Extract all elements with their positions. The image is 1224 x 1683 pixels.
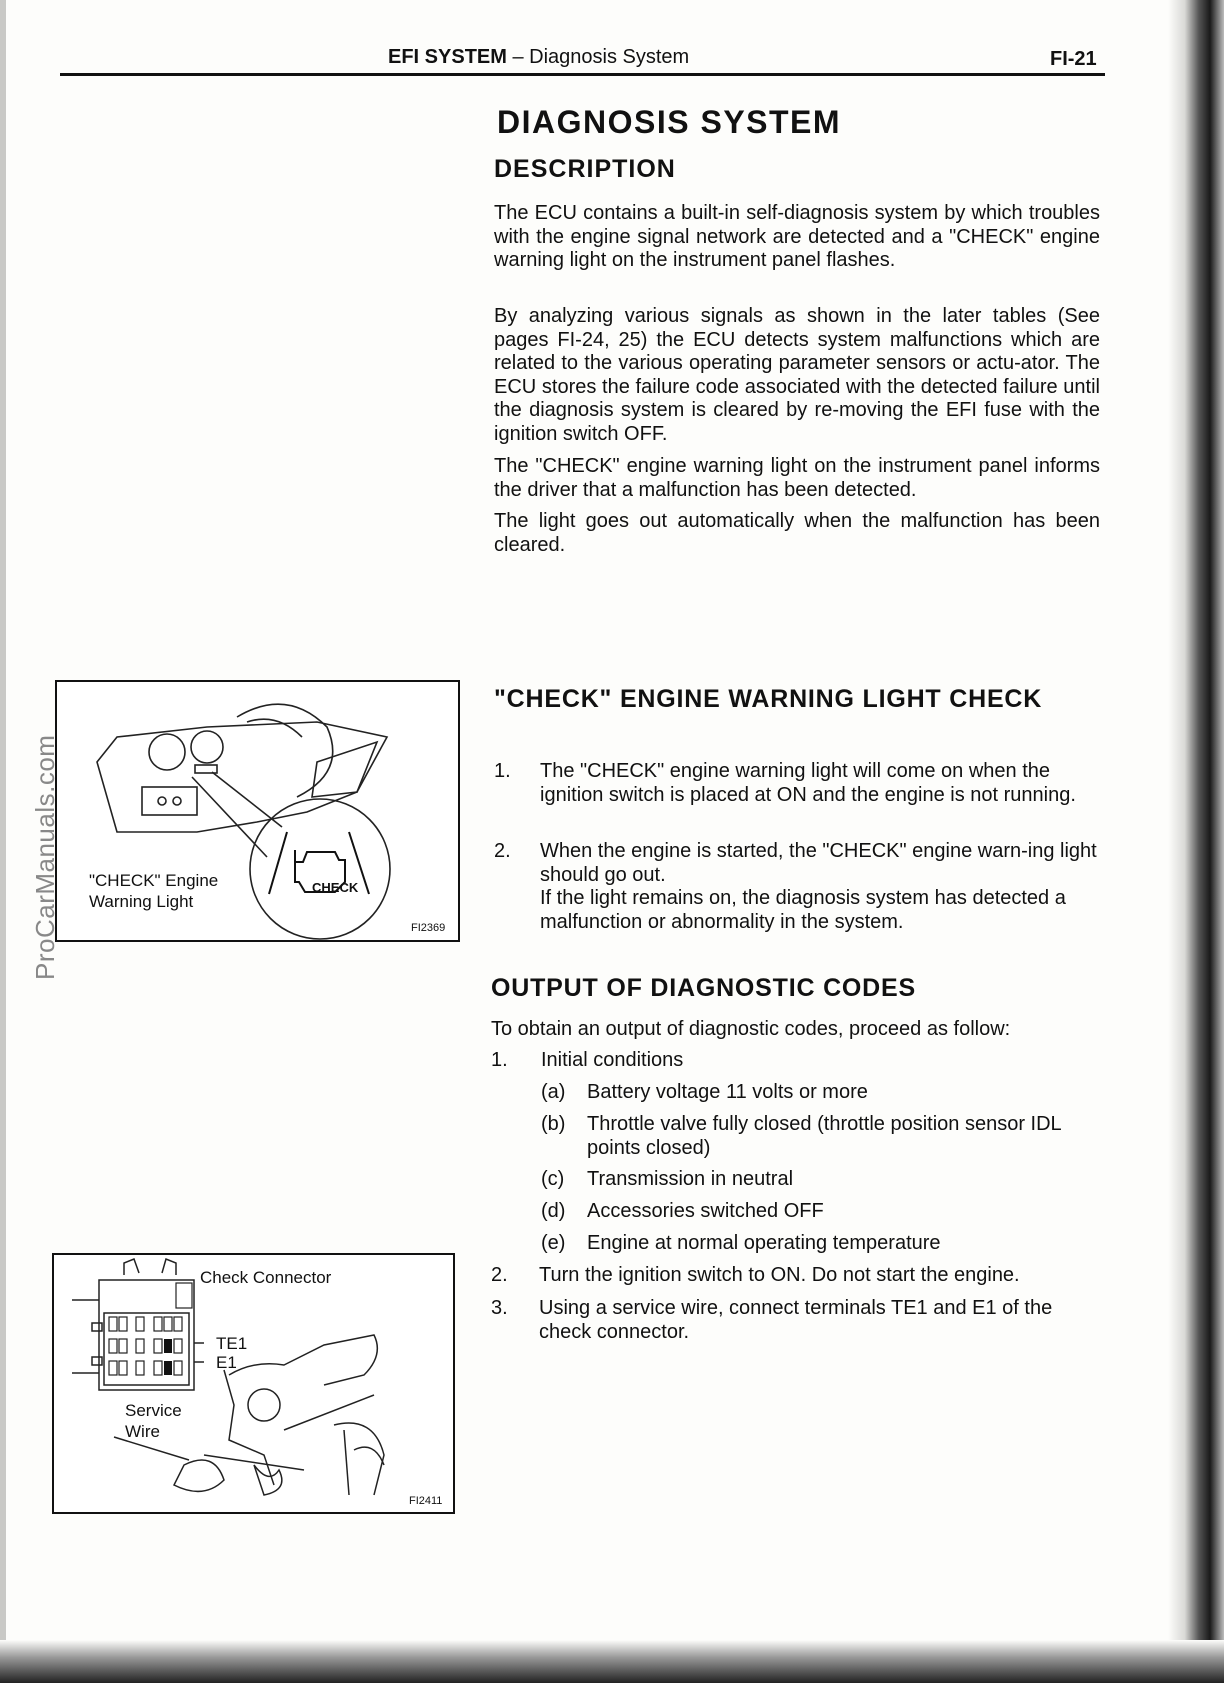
check-item-2-text2: If the light remains on, the diagnosis system has detected a malfunction or abnormality in the system. — [540, 887, 1066, 933]
running-header — [388, 46, 689, 69]
header-section: EFI SYSTEM — [388, 46, 507, 68]
header-separator: – — [506, 46, 530, 68]
fig2-code: FI2411 — [409, 1495, 443, 1507]
output-step-2: 2. Turn the ignition switch to ON. Do not start the engine. — [491, 1264, 1020, 1286]
check-item-2-text: When the engine is started, the "CHECK" engine warn-ing light should go out. — [540, 840, 1097, 886]
page-title: DIAGNOSIS SYSTEM — [497, 104, 842, 140]
condition-c: (c) Transmission in neutral — [541, 1168, 794, 1190]
check-item-1 — [494, 760, 1100, 832]
connector-illustration — [54, 1255, 453, 1512]
header-rule — [60, 73, 1105, 76]
page-number: FI-21 — [1050, 48, 1097, 70]
condition-d: (d) Accessories switched OFF — [541, 1200, 824, 1222]
description-paragraph-4: The light goes out automatically when the malfunction has been cleared. — [494, 510, 1100, 556]
check-light-heading: "CHECK" ENGINE WARNING LIGHT CHECK — [494, 685, 1043, 713]
check-item-1-num: 1. — [494, 760, 511, 782]
scan-bottom-edge — [0, 1640, 1224, 1683]
fig1-label-line2: Warning Light — [89, 892, 194, 911]
output-intro: To obtain an output of diagnostic codes, proceed as follow: — [491, 1018, 1011, 1040]
fig1-label-line1: "CHECK" Engine — [89, 871, 219, 890]
check-item-2 — [494, 840, 1100, 936]
check-badge: CHECK — [312, 880, 359, 895]
output-step-1 — [491, 1049, 1097, 1073]
check-item-1-text: The "CHECK" engine warning light will come on when the ignition switch is placed at ON and the engine is not running. — [540, 760, 1076, 806]
fig1-code: FI2369 — [411, 922, 446, 934]
figure-check-connector — [52, 1253, 455, 1514]
check-item-2-num: 2. — [494, 840, 511, 862]
description-paragraph-3: The "CHECK" engine warning light on the instrument panel informs the driver that a malfunction has been detected. — [494, 455, 1100, 501]
condition-a: (a) Battery voltage 11 volts or more — [541, 1081, 868, 1103]
description-heading: DESCRIPTION — [494, 155, 676, 183]
fig2-wire-line1: Service — [125, 1401, 182, 1420]
condition-e: (e) Engine at normal operating temperature — [541, 1232, 941, 1254]
scan-right-edge — [1168, 0, 1224, 1683]
fig2-te1-label: TE1 — [216, 1334, 248, 1353]
output-step-1-text: Initial conditions — [541, 1049, 684, 1071]
figure-check-engine-light — [55, 680, 460, 942]
output-step-3: 3. Using a service wire, connect terminals TE1 and E1 of the check connector. — [491, 1297, 1053, 1343]
header-subtitle: Diagnosis System — [529, 46, 690, 68]
page-left-edge — [0, 0, 6, 1683]
watermark: ProCarManuals.com — [30, 734, 60, 980]
condition-b: (b) Throttle valve fully closed (throttle position sensor IDL points closed) — [541, 1113, 1061, 1159]
description-paragraph-1: The ECU contains a built-in self-diagnosis system by which troubles with the engine signal network are detected and a "CHECK" engine warning light on the instrument panel flashes. — [494, 202, 1100, 271]
fig2-title: Check Connector — [200, 1268, 332, 1287]
output-step-1-num: 1. — [491, 1049, 508, 1071]
output-heading: OUTPUT OF DIAGNOSTIC CODES — [491, 974, 916, 1002]
description-paragraph-2: By analyzing various signals as shown in the later tables (See pages FI-24, 25) the ECU detects system malfunctions which are related to the various operating parameter sensors or actu-ator. The ECU stores the failure code associated with the detected failure until the diagnosis system is cleared by re-moving the EFI fuse with the ignition switch OFF. — [494, 305, 1100, 445]
fig2-e1-label: E1 — [216, 1353, 237, 1372]
fig2-wire-line2: Wire — [125, 1422, 160, 1441]
